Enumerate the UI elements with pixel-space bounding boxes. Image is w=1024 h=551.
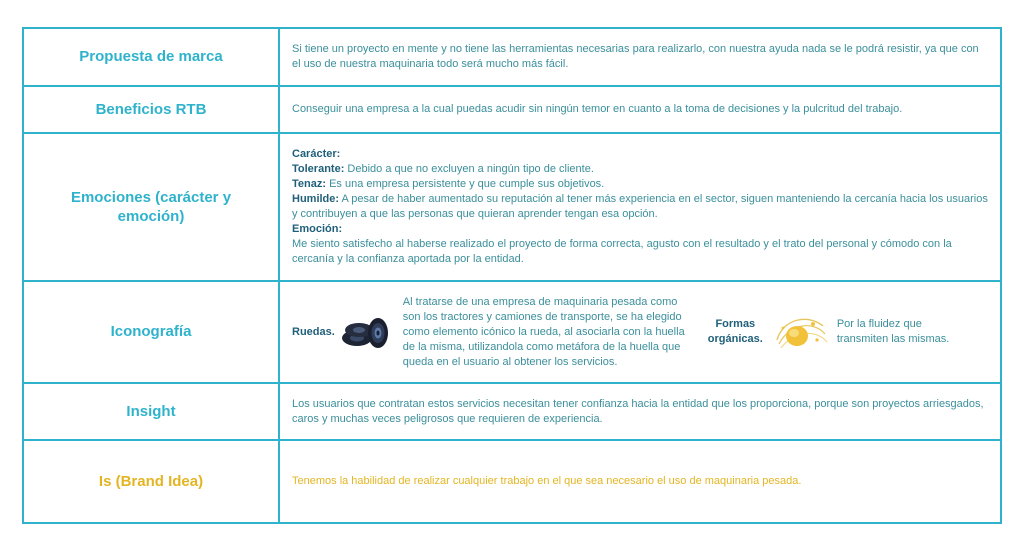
organic-swirl-icon: [769, 310, 831, 354]
row-label-iconografia: Iconografía: [24, 282, 280, 384]
tires-icon: [339, 312, 395, 352]
emocion-heading: Emoción:: [292, 223, 343, 235]
tolerante-key: Tolerante:: [292, 163, 345, 175]
row-label-insight: Insight: [24, 384, 280, 441]
row-text-propuesta: Si tiene un proyecto en mente y no tiene las herramientas necesarias para realizarlo, con nuestra ayuda nada se le podrá resistir, ya que con el uso de nuestra maquinaria todo será mucho más fácil.: [280, 29, 1000, 87]
row-text-beneficios: Conseguir una empresa a la cual puedas acudir sin ningún temor en cuanto a la toma de decisiones y la pulcritud del trabajo.: [280, 87, 1000, 134]
ruedas-description: Al tratarse de una empresa de maquinaria pesada como son los tractores y camiones de transporte, se ha elegido como elemento icónico la rueda, al asociarla con la huella de la misma, utilizandola como metáfora de la huella que queda en el usuario al obtener los servicios.: [402, 295, 685, 368]
emocion-text: Me siento satisfecho al haberse realizado el proyecto de forma correcta, agusto con el resultado y el trato del personal y cómodo con la cercanía y la confianza aportada por la entidad.: [292, 238, 952, 265]
row-content-iconografia: [280, 282, 1000, 384]
row-label-beneficios: Beneficios RTB: [24, 87, 280, 134]
row-label-emociones: Emociones (carácter y emoción): [24, 134, 280, 282]
formas-label-line1: Formas: [715, 318, 756, 330]
brand-table: [22, 27, 1002, 524]
humilde-key: Humilde:: [292, 193, 340, 205]
row-label-propuesta: Propuesta de marca: [24, 29, 280, 87]
tolerante-text: Debido a que no excluyen a ningún tipo de cliente.: [347, 163, 594, 175]
ruedas-label: Ruedas.: [292, 325, 335, 338]
row-label-brand-idea: Is (Brand Idea): [24, 441, 280, 522]
formas-description: Por la fluidez que transmiten las mismas.: [836, 318, 950, 345]
formas-label-line2: orgánicas.: [707, 333, 763, 345]
caracter-heading: Carácter:: [292, 148, 341, 160]
row-text-insight: Los usuarios que contratan estos servicios necesitan tener confianza hacia la entidad que los proporciona, porque son proyectos arriesgados, caros y muchas veces peligrosos que requieren de experiencia.: [280, 384, 1000, 441]
tenaz-key: Tenaz:: [292, 178, 327, 190]
row-text-brand-idea: Tenemos la habilidad de realizar cualquier trabajo en el que sea necesario el uso de maquinaria pesada.: [292, 475, 802, 487]
formas-label: [708, 317, 763, 347]
humilde-text: A pesar de haber aumentado su reputación al tener más experiencia en el sector, siguen manteniendo la cercanía hacia los usuarios y contribuyen a que las personas que quieran aprender tengan esa opción.: [292, 193, 988, 220]
row-text-emociones: [280, 134, 1000, 282]
tenaz-text: Es una empresa persistente y que cumple sus objetivos.: [329, 178, 605, 190]
